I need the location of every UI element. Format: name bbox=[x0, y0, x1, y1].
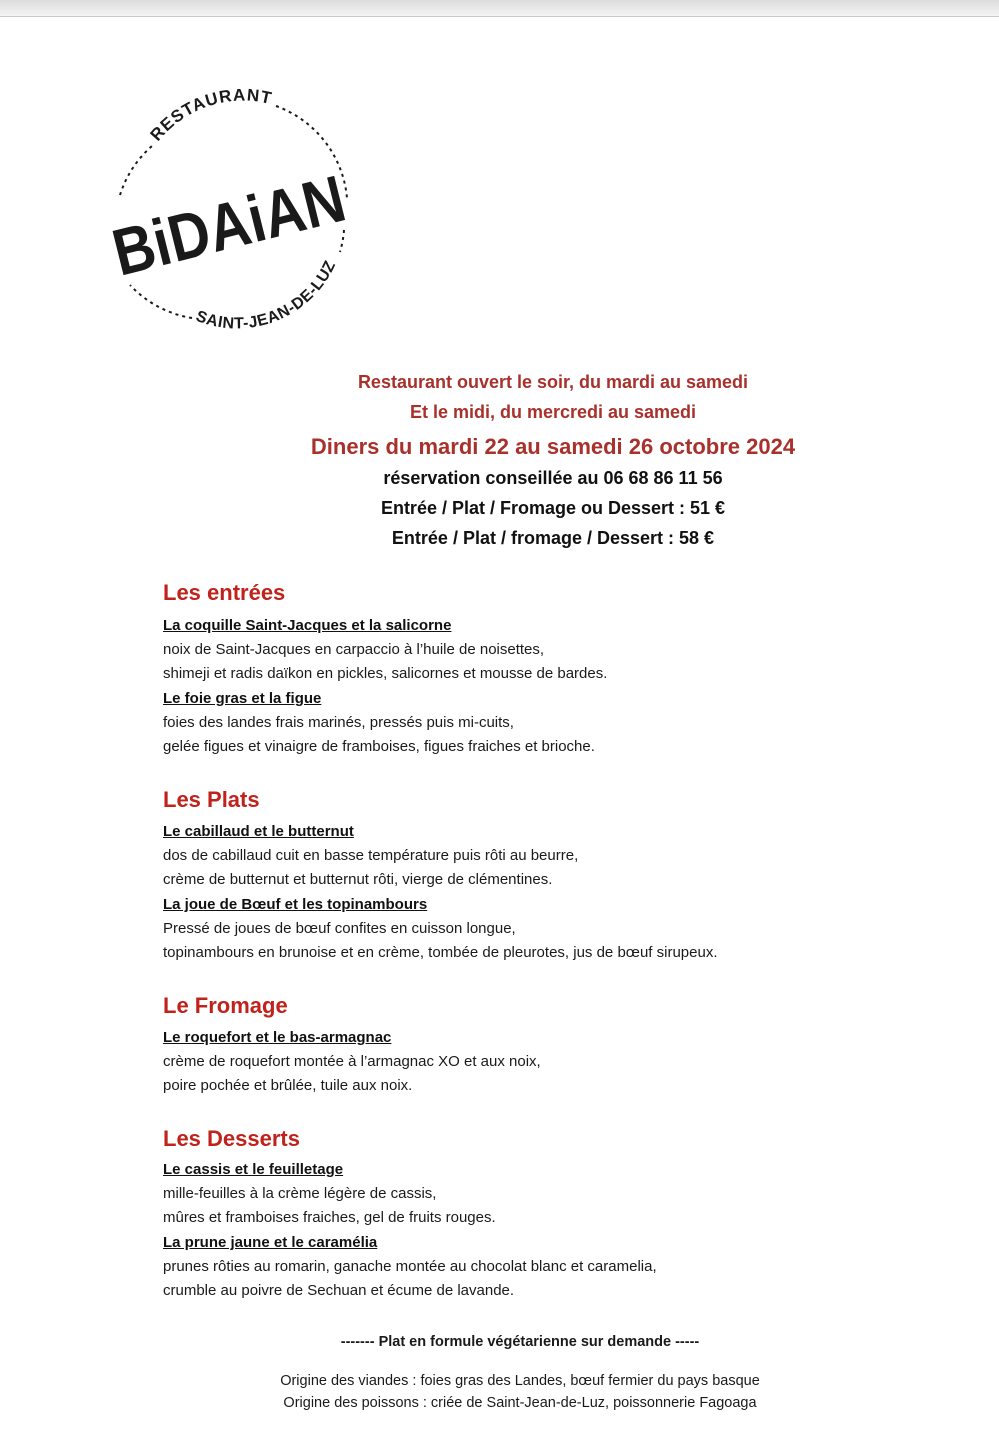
price-three-courses: Entrée / Plat / Fromage ou Dessert : 51 € bbox=[380, 498, 726, 518]
dish-description: Pressé de joues de bœuf confites en cuisson longue, bbox=[163, 920, 516, 937]
dish-title: Le cabillaud et le butternut bbox=[163, 823, 354, 840]
meat-origin: Origine des viandes : foies gras des Landes, bœuf fermier du pays basque bbox=[280, 1373, 760, 1389]
restaurant-logo bbox=[100, 80, 360, 340]
opening-hours-lunch: Et le midi, du mercredi au samedi bbox=[409, 402, 697, 422]
logo-dashed-arc-bottom-left bbox=[130, 285, 192, 318]
dish-title: Le foie gras et la figue bbox=[163, 690, 322, 707]
dish-description: mûres et framboises fraiches, gel de fruits rouges. bbox=[163, 1209, 496, 1226]
window-top-bar bbox=[0, 0, 999, 17]
dish-title: La joue de Bœuf et les topinambours bbox=[163, 896, 428, 913]
dish-description: foies des landes frais marinés, pressés puis mi-cuits, bbox=[163, 714, 514, 731]
logo-top-text: RESTAURANT bbox=[146, 85, 274, 145]
dish-description: topinambours en brunoise et en crème, tombée de pleurotes, jus de bœuf sirupeux. bbox=[163, 944, 718, 961]
logo-name: BiDAiAN bbox=[105, 151, 360, 290]
fish-origin: Origine des poissons : criée de Saint-Jean-de-Luz, poissonnerie Fagoaga bbox=[283, 1395, 757, 1411]
vegetarian-note: ------- Plat en formule végétarienne sur demande ----- bbox=[340, 1334, 700, 1350]
dish-title: Le roquefort et le bas-armagnac bbox=[163, 1029, 392, 1046]
dish-description: crème de roquefort montée à l’armagnac XO et aux noix, bbox=[163, 1053, 541, 1070]
dish-title: La prune jaune et le caramélia bbox=[163, 1234, 378, 1251]
reservation-phone: réservation conseillée au 06 68 86 11 56 bbox=[383, 468, 723, 488]
dish-description: dos de cabillaud cuit en basse température puis rôti au beurre, bbox=[163, 847, 579, 864]
section-title-desserts: Les Desserts bbox=[163, 1126, 300, 1151]
dish-title: La coquille Saint-Jacques et la salicorne bbox=[163, 617, 452, 634]
logo-dashed-arc-left bbox=[120, 146, 152, 195]
dish-description: mille-feuilles à la crème légère de cassis, bbox=[163, 1185, 437, 1202]
price-four-courses: Entrée / Plat / fromage / Dessert : 58 € bbox=[391, 528, 715, 548]
logo-seal bbox=[100, 80, 360, 340]
logo-bottom-text: SAINT-JEAN-DE-LUZ bbox=[193, 258, 340, 333]
dish-description: noix de Saint-Jacques en carpaccio à l’huile de noisettes, bbox=[163, 641, 545, 658]
dish-description: crème de butternut et butternut rôti, vierge de clémentines. bbox=[163, 871, 553, 888]
dish-description: poire pochée et brûlée, tuile aux noix. bbox=[163, 1077, 413, 1094]
dish-description: shimeji et radis daïkon en pickles, salicornes et mousse de bardes. bbox=[163, 665, 608, 682]
dish-description: crumble au poivre de Sechuan et écume de lavande. bbox=[163, 1282, 515, 1299]
dish-description: prunes rôties au romarin, ganache montée au chocolat blanc et caramelia, bbox=[163, 1258, 657, 1275]
opening-hours-evening: Restaurant ouvert le soir, du mardi au samedi bbox=[357, 372, 749, 392]
section-title-plats: Les Plats bbox=[163, 787, 260, 812]
dish-title: Le cassis et le feuilletage bbox=[163, 1161, 344, 1178]
dish-description: gelée figues et vinaigre de framboises, figues fraiches et brioche. bbox=[163, 738, 595, 755]
menu-dates: Diners du mardi 22 au samedi 26 octobre 2024 bbox=[310, 434, 796, 459]
section-title-entrees: Les entrées bbox=[163, 580, 286, 605]
section-title-fromage: Le Fromage bbox=[163, 993, 288, 1018]
